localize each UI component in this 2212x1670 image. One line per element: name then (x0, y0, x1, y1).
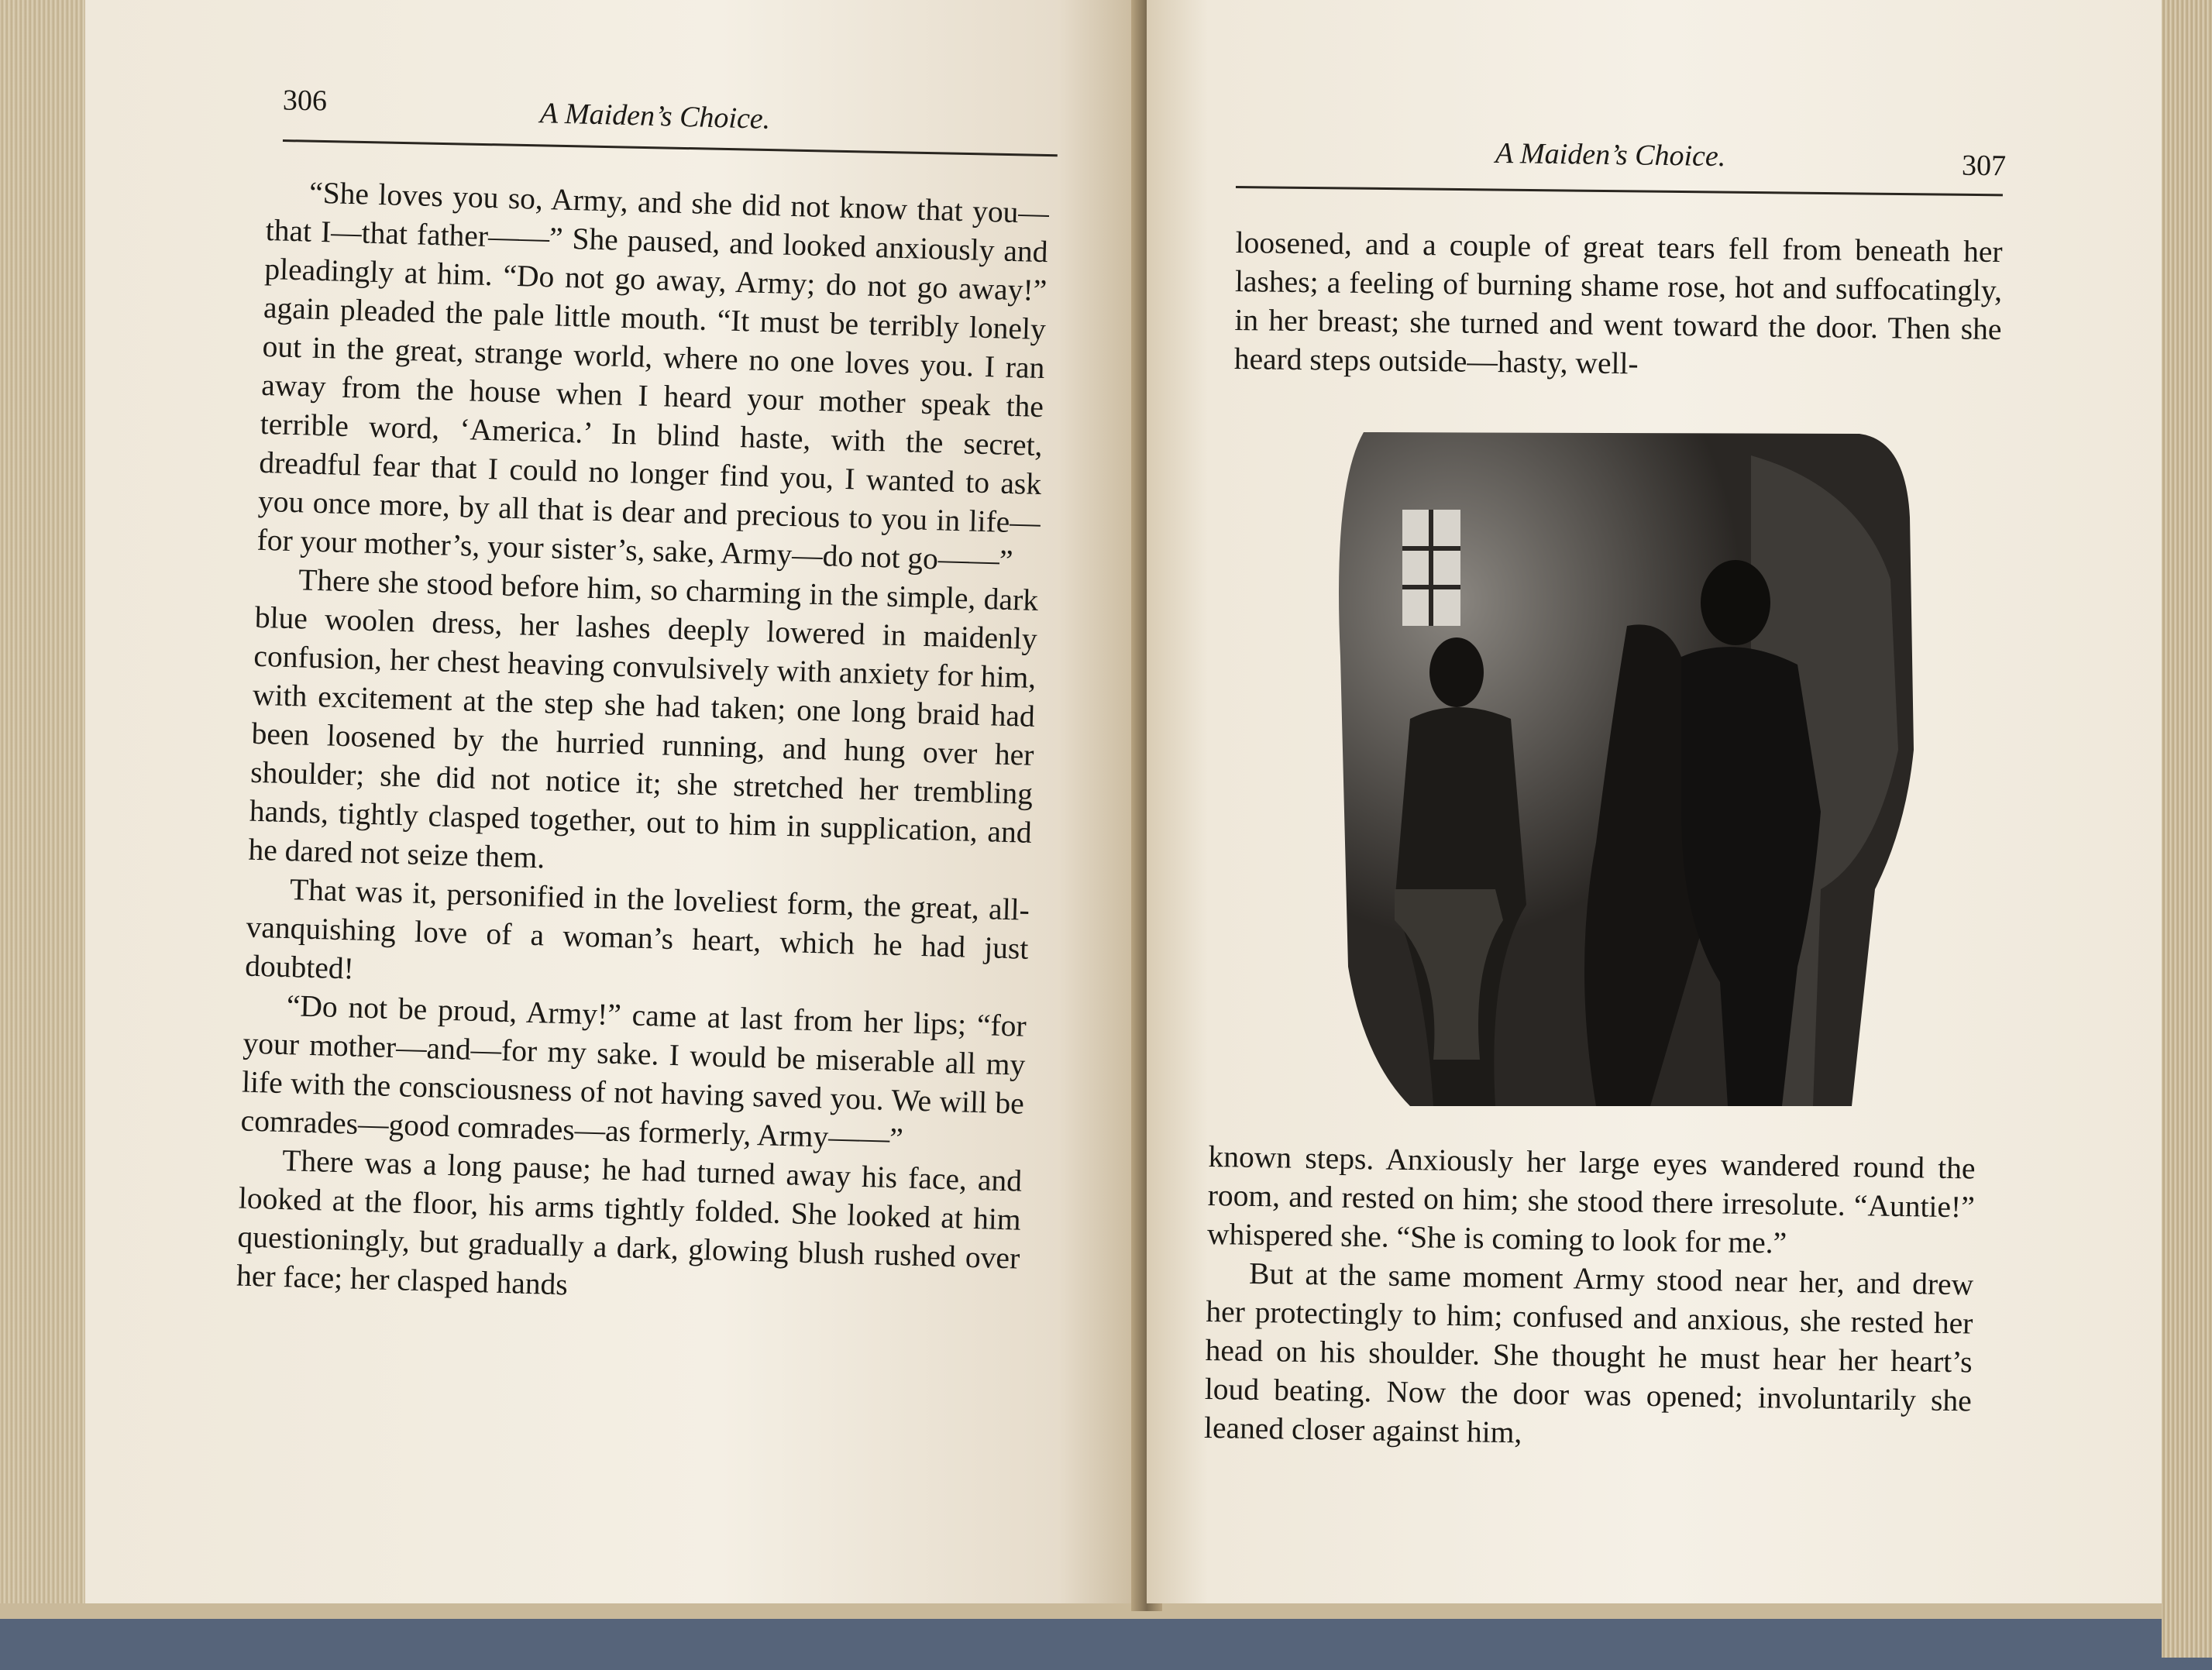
left-page-text (236, 172, 1050, 1317)
paragraph: There she stood before him, so charming in the simple, dark blue woolen dress, her lashes deeply lowered in maidenly confusion, her chest heaving convulsively with anxiety for him, with excitement at the step she had taken; one long braid had been loosened by the hurried running, and hung over her shoulder; she did not notice it; she stretched her trembling hands, tightly clasped together, out to him in supplication, and he dared not seize them. (247, 562, 1039, 875)
paragraph: “She loves you so, Army, and she did not know that you—that I—that father——” She paused, and looked anxiously and pleadingly at him. “Do not go away, Army; do not go away!” again pleaded the pale little mouth. “It must be terribly lonely out in the great, strange world, where no one loves you. I ran away from the house when I heard your mother speak the terrible word, ‘America.’ In blind haste, with the secret, dreadful fear that I could no longer find you, I wanted to ask you once more, by all that is dear and precious to you in life—for your mother’s, your sister’s, sake, Army—do not go——” (256, 175, 1050, 579)
left-page-edges (0, 0, 85, 1603)
aunt-figure-head (1429, 637, 1484, 707)
paragraph: known steps. Anxiously her large eyes wandered round the room, and rested on him; she stood there irresolute. “Auntie!” whispered she. “She is coming to look for me.” (1206, 1139, 1976, 1260)
book-illustration (1317, 424, 1921, 1106)
paragraph: There was a long pause; he had turned away his face, and looked at the floor, his arms tightly folded. She looked at him questioningly, but gradually a dark, glowing blush rushed over her face; her clasped hands (236, 1143, 1023, 1302)
right-page-text-bottom (1204, 1137, 1976, 1459)
right-page-edges (2162, 0, 2212, 1658)
right-page-text-top (1234, 223, 2003, 387)
paragraph: But at the same moment Army stood near her, and drew her protectingly to him; confused and anxious, she rested her head on his shoulder. She thought he must hear her heart’s loud beating. Now the door was opened; involuntarily she leaned closer against him, (1203, 1256, 1974, 1450)
right-running-head: A Maiden’s Choice. (1495, 136, 1726, 174)
right-page-number: 307 (1961, 149, 2007, 183)
left-page-number: 306 (282, 84, 328, 118)
army-figure-head (1701, 560, 1770, 645)
left-running-head: A Maiden’s Choice. (539, 97, 771, 136)
paragraph: loosened, and a couple of great tears fell from beneath her lashes; a feeling of burning shame rose, hot and suffocatingly, in her breast; she turned and went toward the door. Then she heard steps outside—hasty, well- (1233, 225, 2003, 381)
paragraph: That was it, personified in the loveliest form, the great, all-vanquishing love of a woman’s heart, which he had just doubted! (244, 872, 1030, 986)
paragraph: “Do not be proud, Army!” came at last from her lips; “for your mother—and—for my sake. I would be miserable all my life with the consciousness of not having saved you. We will be comrades—good comrades—as formerly, Army——” (240, 988, 1027, 1156)
